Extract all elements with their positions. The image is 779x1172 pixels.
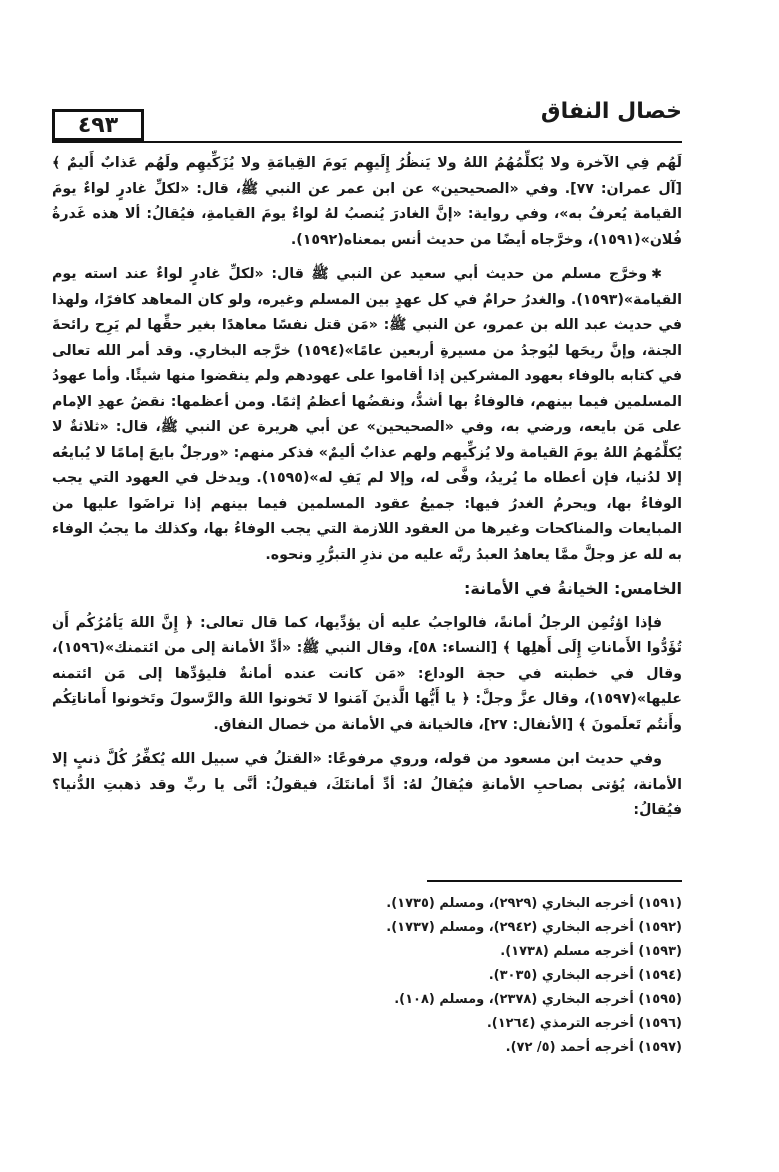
footnote: (١٥٩٦) أخرجه الترمذي (١٢٦٤).: [486, 1015, 682, 1031]
footnote: (١٥٩٢) أخرجه البخاري (٢٩٤٢)، ومسلم (١٧٣٧).: [386, 919, 682, 935]
section-heading: الخامس: الخيانةُ في الأمانة:: [463, 579, 682, 598]
star-icon: ✱: [651, 267, 662, 282]
paragraph: وفي حديث ابن مسعود من قوله، وروي مرفوعًا: «القتلُ في سبيل الله يُكفِّرُ كُلَّ ذنبٍ إلا الأمانة، يُؤتى بصاحبِ الأمانةِ فيُقالُ لهُ: أدِّ أمانتَكَ، فيقولُ: أنَّى يا ربِّ وقد ذهبتِ الدُّنيا؟ فيُقالُ:: [52, 751, 682, 818]
page-number: ٤٩٣: [52, 109, 144, 141]
footnotes: [52, 892, 682, 1060]
footnote: (١٥٩٥) أخرجه البخاري (٢٣٧٨)، ومسلم (١٠٨).: [394, 991, 682, 1007]
paragraph: فإذا اؤتُمِن الرجلُ أمانةً، فالواجبُ عليه أن يؤدِّيها، كما قال تعالى: ﴿ إِنَّ اللهَ يَأمُرُكُم أَن تُؤَدُّوا الأَماناتِ إِلَى أَهلِها ﴾ [النساء: ٥٨]، وقال النبي ﷺ: «أدِّ الأمانة إلى من ائتمنك»(١٥٩٦)، وقال في خطبته في حجة الوداع: «مَن كانت عنده أمانةٌ فليؤدِّها إلى مَن ائتمنه عليها»(١٥٩٧)، وقال عزَّ وجلَّ: ﴿ يا أَيُّها الَّذينَ آمَنوا لا تَخونوا اللهَ والرَّسولَ وتَخونوا أَماناتِكُم وأَنتُم تَعلَمونَ ﴾ [الأنفال: ٢٧]، فالخيانة في الأمانة من خصال النفاق.: [52, 614, 682, 733]
footnote: (١٥٩١) أخرجه البخاري (٢٩٢٩)، ومسلم (١٧٣٥).: [386, 895, 682, 911]
paragraph-text: وخرَّج مسلم من حديث أبي سعيد عن النبي ﷺ قال: «لكلِّ غادرٍ لواءٌ عند استه يوم القيامة»(١٥٩٣). والغدرُ حرامٌ في كل عهدٍ بين المسلم وغيره، ولو كان المعاهد كافرًا، ولهذا في حديث عبد الله بن عمرو، عن النبي ﷺ: «مَن قتل نفسًا معاهدًا بغير حقِّها لم يَرِح رائحةَ الجنة، وإنَّ ريحَها ليُوجدُ من مسيرةِ أربعين عامًا»(١٥٩٤) خرَّجه البخاري. وقد أمر الله تعالى في كتابه بالوفاء بعهود المشركين إذا أقاموا على عهودهم ولم ينقضوا منها شيئًا. وأما عهودُ المسلمين فيما بينهم، فالوفاءُ بها أشدُّ، ونقضُها أعظمُ إثمًا. ومن أعظمها: نقضُ عهدِ الإمام على مَن بايعه، ورضي به، وفي «الصحيحين» عن أبي هريرة عن النبي ﷺ، قال: «ثلاثةٌ لا يُكلِّمُهمُ اللهُ يومَ القيامة ولا يُزكِّيهم ولهم عذابٌ أليمٌ» فذكر منهم: «ورجلٌ بايعَ إمامًا لا يُبايعُه إلا لدُنيا، فإن أعطاه ما يُريدُ، وفَّى له، وإلا لم يَفِ له»(١٥٩٥). ويدخل في العهود التي يجب الوفاءُ بها، ويحرمُ الغدرُ فيها: جميعُ عقود المسلمين فيما بينهم إذا تراضَوا عليها من المبايعات والمناكحات وغيرها من العقود اللازمة التي يجب الوفاءُ بها، وكذلك ما يجبُ الوفاء به لله عز وجلَّ ممَّا يعاهدُ العبدُ ربَّه عليه من نذرِ التبرُّرِ ونحوه.: [52, 266, 683, 563]
running-title: خصال النفاق: [540, 99, 682, 124]
footnote: (١٥٩٤) أخرجه البخاري (٣٠٣٥).: [488, 967, 682, 983]
main-text: [52, 151, 682, 824]
footnote-divider: [427, 880, 682, 882]
footnote: (١٥٩٧) أخرجه أحمد (٥/ ٧٢).: [505, 1039, 682, 1055]
footnote: (١٥٩٣) أخرجه مسلم (١٧٣٨).: [500, 943, 682, 959]
paragraph: [52, 262, 682, 568]
page-header: [52, 95, 682, 143]
paragraph-continued: لَهُم فِي الآخرة ولا يُكلِّمُهُمُ اللهُ ولا يَنظُرُ إِلَيهِم يَومَ القِيامَةِ ولا يُزَكِّيهِم ولَهُم عَذابٌ أَليمٌ ﴾ [آل عمران: ٧٧]. وفي «الصحيحين» عن ابن عمر عن النبي ﷺ، قال: «لكلِّ غادرٍ لواءٌ يومَ القيامة يُعرفُ به»، وفي رواية: «إنَّ الغادرَ يُنصبُ لهُ لواءٌ يومَ القيامةِ، فيُقالُ: ألا هذه غَدرةُ فُلان»(١٥٩١)، وخرَّجاه أيضًا من حديث أنس بمعناه(١٥٩٢).: [52, 155, 682, 248]
